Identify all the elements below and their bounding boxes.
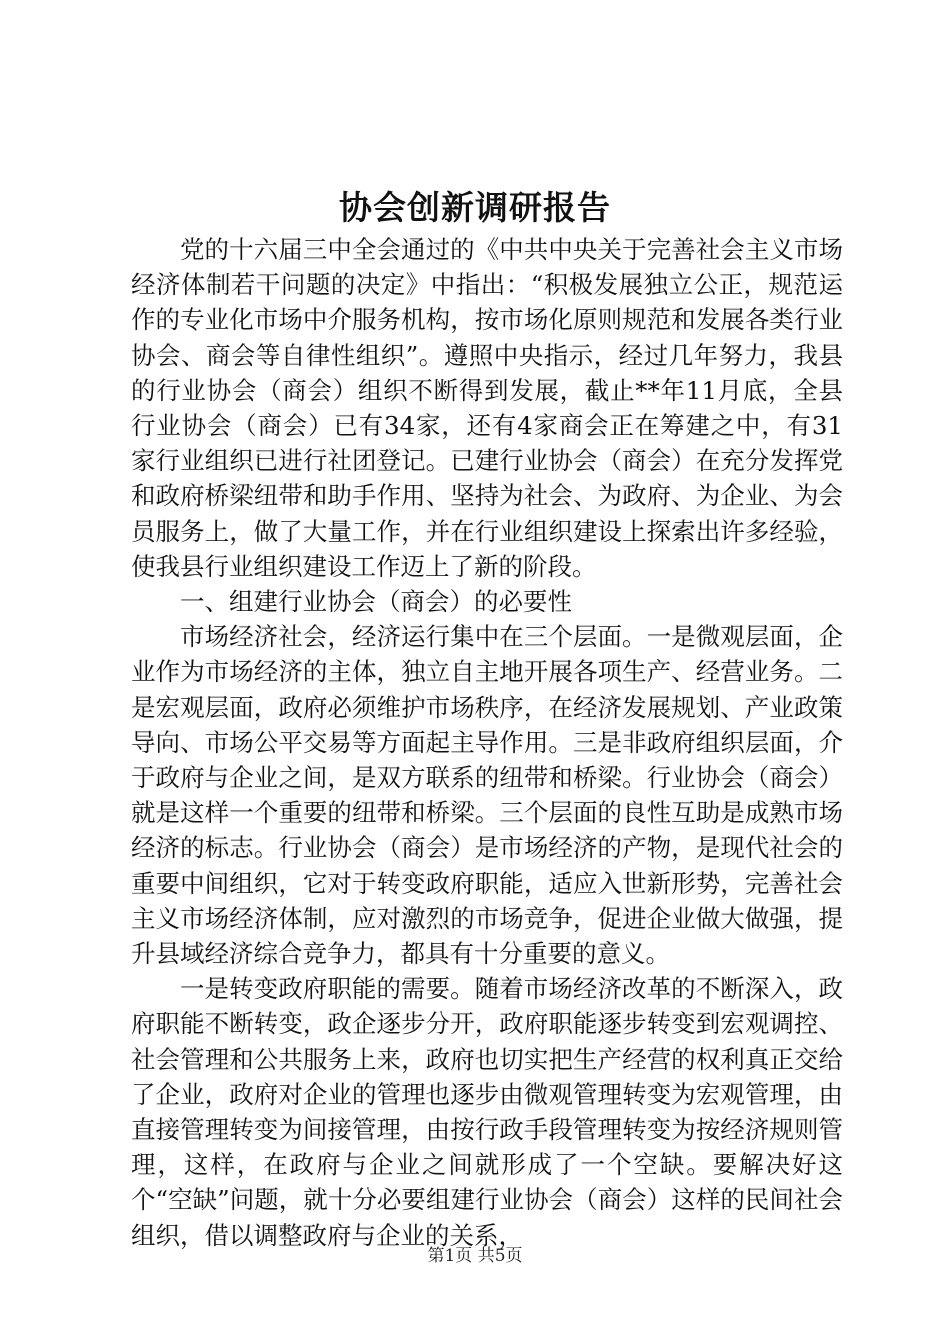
paragraph-necessity: 市场经济社会，经济运行集中在三个层面。一是微观层面，企业作为市场经济的主体，独立自主地开展各项生产、经营业务。二是宏观层面，政府必须维护市场秩序，在经济发展规划、产业政策导向、市场公平交易等方面起主导作用。三是非政府组织层面，介于政府与企业之间，是双方联系的纽带和桥梁。行业协会（商会）就是这样一个重要的纽带和桥梁。三个层面的良性互助是成熟市场经济的标志。行业协会（商会）是市场经济的产物，是现代社会的重要中间组织，它对于转变政府职能，适应入世新形势，完善社会主义市场经济体制，应对激烈的市场竞争，促进企业做大做强，提升县域经济综合竞争力，都具有十分重要的意义。 [131, 622, 843, 969]
paragraph-intro: 党的十六届三中全会通过的《中共中央关于完善社会主义市场经济体制若干问题的决定》中指出：“积极发展独立公正，规范运作的专业化市场中介服务机构，按市场化原则规范和发展各类行业协会、商会等自律性组织”。遵照中央指示，经过几年努力，我县的行业协会（商会）组织不断得到发展，截止**年11月底，全县行业协会（商会）已有34家，还有4家商会正在筹建之中，有31家行业组织已进行社团登记。已建行业协会（商会）在充分发挥党和政府桥梁纽带和助手作用、坚持为社会、为政府、为企业、为会员服务上，做了大量工作，并在行业组织建设上探索出许多经验，使我县行业组织建设工作迈上了新的阶段。 [131, 235, 843, 581]
section-heading: 一、组建行业协会（商会）的必要性 [180, 587, 572, 617]
page-number-footer: 第1页 共5页 [427, 1246, 523, 1266]
page-title: 协会创新调研报告 [339, 188, 611, 227]
document-body [131, 232, 843, 1253]
paragraph-government-function: 一是转变政府职能的需要。随着市场经济改革的不断深入，政府职能不断转变，政企逐步分开，政府职能逐步转变到宏观调控、社会管理和公共服务上来，政府也切实把生产经营的权利真正交给了企业，政府对企业的管理也逐步由微观管理转变为宏观管理，由直接管理转变为间接管理，由按行政手段管理转变为按经济规则管理，这样，在政府与企业之间就形成了一个空缺。要解决好这个“空缺”问题，就十分必要组建行业协会（商会）这样的民间社会组织，借以调整政府与企业的关系， [131, 974, 843, 1250]
